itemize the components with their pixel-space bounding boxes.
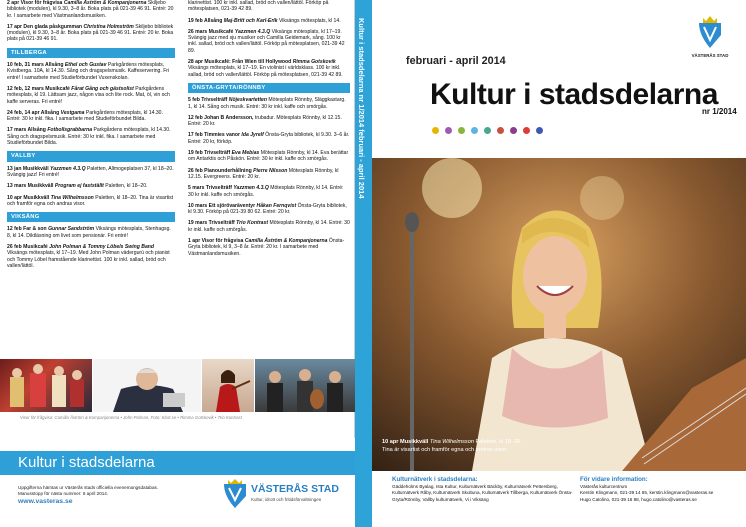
- event-performer: Ethel och Gustav: [64, 62, 107, 69]
- event-performer: Program ej fastställt: [54, 183, 104, 190]
- event-text: Mötesplats Rönnby, Släggkastarg. 1, kl 14. Sång och musik. Entré: 30 kr inkl. kaffe och smörgås.: [188, 97, 346, 110]
- footer-info: [18, 485, 158, 506]
- photo-strip: [0, 359, 355, 412]
- event-title: 24 feb, 14 apr Allsång: [7, 109, 60, 116]
- event-title: 19 feb Allsång: [188, 17, 223, 24]
- event-performer: Håkan Fernqvist: [256, 202, 297, 209]
- event-performer: Trio Kontrast: [236, 220, 269, 227]
- event-item: [188, 185, 350, 198]
- event-performer: Pierre Nilsson: [253, 167, 288, 174]
- event-title: 10 apr Musikkväll: [7, 194, 50, 201]
- section-header: VALLBY: [7, 151, 175, 161]
- back-cover: [0, 0, 355, 527]
- event-text: Skiljebo bibliotek (modulen), kl 9.30, 3–8 år. Boka plats på 021-39 46 91. Entré: 20 kr. Boka plats på 021-39 46 91.: [7, 23, 174, 43]
- color-dot: [510, 127, 517, 134]
- event-item: [7, 86, 175, 105]
- event-item: [7, 0, 175, 19]
- event-performer: Rimma Gotskovik: [292, 59, 336, 66]
- vasteras-crest-icon: [222, 478, 248, 508]
- photo-rimma-gotskovik: [202, 359, 254, 412]
- contact-line-2[interactable]: Kerstin Klingmann, 021-39 14 65, kerstin.klingmann@vasteras.se: [580, 490, 714, 496]
- vasteras-crest-icon: [697, 15, 723, 49]
- event-item: [188, 238, 350, 257]
- event-item: [7, 24, 175, 43]
- cover-photo-caption: [382, 438, 522, 454]
- event-text: Paletten, Allmogeplatsen 37, kl 18–20. Svängig jazz! Fri entré!: [7, 165, 174, 178]
- photo-kompanjonerna: [0, 359, 92, 412]
- event-title: 1 apr Visor för frågvisa: [188, 238, 244, 245]
- photo-trio-kontrast: [255, 359, 355, 412]
- event-performer: Christina Holmström: [83, 23, 134, 30]
- event-title: 10 feb, 31 mars Allsång: [7, 62, 64, 69]
- event-title: 12 feb Far & son: [7, 226, 47, 233]
- contact-title: För vidare information:: [580, 476, 648, 483]
- event-text: Mötesplats Rönnby, kl 12.15. Evergreens. Entré: 20 kr.: [188, 167, 339, 180]
- event-item: [188, 18, 350, 24]
- event-text: Viksängs mötesplats, kl 17–19. En violinist i världsklass. 100 kr inkl. sallad, bröd och vallen/lättöl. Förköp på mötesplatsen, 021-39 42 89.: [188, 65, 343, 78]
- event-performer: Camilla Åström & Kompanjonerna: [244, 238, 328, 245]
- event-performer: Gunnar Sandström: [48, 226, 95, 233]
- event-performer: John Polman & Tommy Löbels Swing Band: [49, 244, 155, 251]
- event-title: 19 mars Trivselträff: [188, 220, 235, 227]
- footer-logo-sub: Kultur, idrott och fritidsförvaltningen: [251, 497, 322, 502]
- event-performer: Fårat Gång och gästsolist: [71, 85, 134, 92]
- event-title: 26 mars Musikcafé: [188, 28, 234, 35]
- caption-performer: Tina Wilhelmsson: [429, 439, 474, 445]
- event-title: 12 feb Johan B Andersson,: [188, 114, 254, 121]
- contact-line-3[interactable]: Hugo Catolino, 021-39 16 88, hugo.catolino@vasteras.se: [580, 496, 697, 502]
- event-title: 17 feb Timmies vanor: [188, 132, 240, 139]
- color-dot: [471, 127, 478, 134]
- event-performer: Eva Mebias: [231, 150, 260, 157]
- event-item: [188, 0, 350, 13]
- color-dot: [523, 127, 530, 134]
- section-header: TILLBERGA: [7, 48, 175, 58]
- event-item: [188, 132, 350, 145]
- footer-title-bar: [0, 451, 355, 475]
- event-column-2: [188, 0, 350, 262]
- event-performer: Tina Wilhelmsson: [50, 194, 94, 201]
- event-performer: Vestgama: [60, 109, 85, 116]
- caption-line-2: Tina är visartist och framför egna och andras visor.: [382, 447, 508, 453]
- event-text: Parkgårdens mötesplats, kl 14.30. Entré: 30 kr inkl. fika. I samarbete med Studieförbundet Bilda.: [7, 109, 163, 123]
- event-title: 2 apr Visor för frågvisa: [7, 0, 63, 6]
- event-item: [188, 97, 350, 110]
- spine: [355, 0, 372, 527]
- footer-url[interactable]: www.vasteras.se: [18, 498, 73, 506]
- network-info: [392, 477, 575, 503]
- caption-title: 10 apr Musikkväll: [382, 439, 429, 445]
- event-text: Mötesplats Rönnby, kl 14. Eva berättar om Antarktis och Påskön. Entré: 30 kr inkl. kaffe och smörgås.: [188, 150, 349, 163]
- event-item: [188, 220, 350, 233]
- event-performer: Yazzmen 4.3.Q: [234, 28, 271, 35]
- event-item: [7, 244, 175, 269]
- event-title: 26 feb Musikcafé: [7, 244, 48, 251]
- network-text: Gäddeholms Byalag, Ista Kultur, Kulturnätverk Bäckby, Kulturnätverk Pettersberg, Kulturnätverk Råby, Kulturnätverk Skultuna, Kulturnätverk Tillberga, Kulturnätverk Önsta-Gryta/Rönnby, Vallby kulturnätverk, Vi i Viksäng: [392, 484, 573, 502]
- color-dot: [445, 127, 452, 134]
- section-header: ÖNSTA-GRYTA/RÖNNBY: [188, 83, 350, 93]
- cover-photo: [372, 158, 746, 471]
- color-dot: [432, 127, 439, 134]
- event-text: Viksängs mötesplats, kl 17–19. Svängig jazz med sju musiker och Camilla Geidemark, sång. 100 kr inkl. sallad, bröd och vallen/lättöl. Förköp på mötesplatsen, 021-39 42 89.: [188, 28, 345, 54]
- event-text: Önsta-Gryta bibliotek, kl 9.30. Förköp på 021-39 80 62. Entré: 20 kr.: [188, 202, 347, 216]
- event-text: Viksängs mötesplats, kl 17–19. Med John Polman vädergurú och pianist och Tommy Löbel framstående klarinettist. 100 kr inkl. sallad, bröd och vallen/lättöl.: [7, 250, 170, 269]
- event-item: [7, 110, 175, 123]
- cover-issue: nr 1/2014: [702, 107, 737, 116]
- caption-rest: Paletten, kl 18–20.: [475, 439, 522, 445]
- event-item: [7, 183, 175, 189]
- color-dot: [484, 127, 491, 134]
- footer-line-2: Manusstopp för nästa nummer: 6 april 2014.: [18, 491, 109, 497]
- event-text: Mötesplats Rönnby, kl 14. Entré: 30 kr inkl. kaffe och smörgås.: [188, 220, 350, 233]
- cover-logo-text: VÄSTERÅS STAD: [691, 53, 729, 58]
- event-title: 26 feb Pianounderhållning: [188, 167, 252, 174]
- event-column-1: [7, 0, 175, 274]
- cover-footer: [372, 471, 746, 527]
- event-item: [7, 226, 175, 239]
- event-item: [7, 166, 175, 179]
- network-title: Kulturnätverk i stadsdelarna:: [392, 476, 478, 483]
- color-dot: [497, 127, 504, 134]
- event-text: Paletten, kl 18–20. Tina är visartist och framför egna och andras visor.: [7, 194, 174, 207]
- event-title: 13 mars Musikkväll: [7, 183, 54, 190]
- color-dots: [432, 127, 543, 134]
- event-text: Parkgårdens mötesplats, kl 19. Lättsam jazz, någon visa och lite rock. Mat, öl, vin och kaffe serveras. Fri entré!: [7, 85, 170, 105]
- section-header: VIKSÄNG: [7, 212, 175, 222]
- event-title: 13 jan Musikkväll: [7, 165, 49, 172]
- event-item: [7, 127, 175, 146]
- event-text: trubadur. Mötesplats Rönnby, kl 12.15. Entré: 20 kr.: [188, 114, 342, 128]
- event-performer: Camilla Åström & Kompanjonerna: [63, 0, 147, 6]
- event-text: Skiljebo bibliotek (modulen), kl 9.30, 3–8 år. Boka plats på 021-39 46 91. Entré: 20 kr. I samarbete med Västmanlandsmusiken.: [7, 0, 174, 19]
- event-performer: Fotbollsgrabbarna: [47, 127, 93, 134]
- event-performer: Yazzmen 4.3.Q: [50, 165, 86, 172]
- event-item: [188, 150, 350, 163]
- event-text: Mötesplats Rönnby, kl 14. Entré: 30 kr inkl. kaffe och smörgås.: [188, 185, 344, 198]
- event-performer: Maj-Britt och Karl-Erik: [223, 17, 278, 24]
- event-title: 28 apr Musikcafé: Från Wien till Hollywood: [188, 59, 292, 66]
- footer-logo: [222, 478, 339, 513]
- event-text: Viksängs mötesplats, kl 14.: [278, 17, 341, 24]
- event-title: 5 feb Trivselträff: [188, 97, 228, 104]
- spine-text: Kultur i stadsdelarna nr 1/2014 februari - april 2014: [357, 18, 366, 199]
- event-title: 17 apr Den glada påskgumman: [7, 23, 83, 30]
- event-item: [188, 29, 350, 54]
- event-item: [188, 115, 350, 128]
- event-title: 19 feb Trivselträff: [188, 150, 231, 157]
- event-text: Paletten, kl 18–20.: [105, 183, 148, 190]
- color-dot: [536, 127, 543, 134]
- singer-photo-illustration: [372, 158, 746, 471]
- event-title: 12 feb, 12 mars Musikcafé: [7, 85, 70, 92]
- event-performer: Yazzmen 4.3.Q: [233, 185, 269, 192]
- footer-title: Kultur i stadsdelarna: [18, 454, 155, 471]
- footer-logo-text: VÄSTERÅS STAD: [251, 483, 339, 495]
- event-item: [7, 195, 175, 208]
- footer-line-1: Uppgifterna hämtas ur Västerås stads officiella evenemangsdatabas.: [18, 485, 159, 490]
- event-item: [7, 62, 175, 81]
- front-cover: [372, 0, 746, 527]
- back-footer: [0, 438, 355, 527]
- event-item: [188, 59, 350, 78]
- photo-john-polman: [93, 359, 201, 412]
- event-item: [188, 168, 350, 181]
- event-text: Parkgårdens mötesplats, kl 14.30. Sång och dragspelsmusik. Entré: 30 kr inkl. fika. I samarbete med Studieförbundet Bilda.: [7, 127, 171, 147]
- contact-line-1: Västerås kulturcentrum: [580, 484, 628, 490]
- event-performer: Nöjeskvartetten: [228, 97, 267, 104]
- event-text: Viksängs mötesplats, Stenhagsg. 8, kl 14. Diktläsning om livet som pensionär. Fri entré!: [7, 226, 171, 239]
- event-text: Önsta-Gryta bibliotek, kl 9.30. 3–6 år. Entré: 20 kr, förköp.: [188, 132, 350, 145]
- photo-caption: Visor för frågvisa: Camilla Åström & Kompanjonerna • John Polman, Foto: Klart.se • Rimma Gotskovik • Trio Kontrast: [20, 415, 242, 420]
- event-text: Parkgårdens mötesplats, Kvistberga. 10A, kl 14.30. Sång och dragspelsmusik. Kaffeservering. Fri entré! I samarbete med Studieförbundet Vuxenskolan.: [7, 62, 170, 81]
- contact-info: [580, 477, 746, 503]
- event-text: klarinettist. 100 kr inkl. sallad, bröd och vallen/lättöl. Förköp på mötesplatsen, 021-39 42 89.: [188, 0, 329, 13]
- event-title: 10 mars Ett sjörövaräventyr: [188, 202, 256, 209]
- event-performer: Ida Jyrelf: [241, 132, 264, 139]
- event-title: 17 mars Allsång: [7, 127, 46, 134]
- cover-logo: [690, 15, 730, 58]
- cover-period: februari - april 2014: [406, 55, 506, 67]
- cover-title: Kultur i stadsdelarna: [430, 78, 718, 111]
- event-text: Önsta-Gryta bibliotek, kl 9, 3–8 år. Entré: 20 kr. I samarbete med Västmanlandsmusiken.: [188, 238, 345, 257]
- event-item: [188, 203, 350, 216]
- event-title: 5 mars Trivselträff: [188, 185, 232, 192]
- color-dot: [458, 127, 465, 134]
